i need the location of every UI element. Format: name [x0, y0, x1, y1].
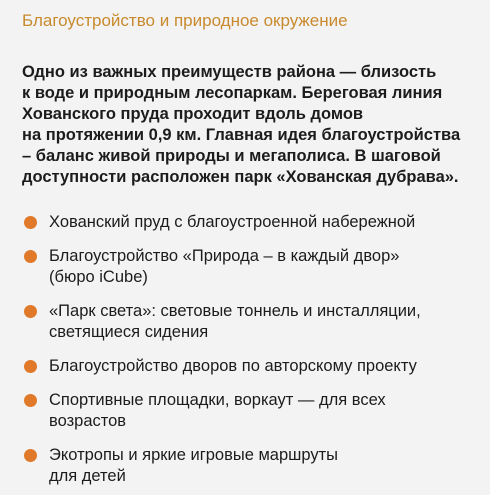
list-item-text: светящиеся сидения [49, 323, 209, 341]
list-item [22, 246, 476, 288]
page-title: Благоустройство и природное окружение [22, 11, 348, 30]
bullet-dot-icon [24, 449, 37, 462]
bullet-dot-icon [24, 305, 37, 318]
list-item [22, 390, 476, 432]
list-item [22, 212, 476, 233]
list-item-text: Спортивные площадки, воркаут — для всех [49, 391, 386, 409]
list-item-text: для детей [49, 467, 126, 485]
intro-line: – баланс живой природы и мегаполиса. В шаговой [22, 147, 441, 165]
bullet-dot-icon [24, 250, 37, 263]
list-item-text: Хованский пруд с благоустроенной набережной [49, 213, 416, 231]
list-item-text: Экотропы и яркие игровые маршруты [49, 446, 339, 464]
intro-line: на протяжении 0,9 км. Главная идея благоустройства [22, 126, 461, 144]
intro-line: к воде и природным лесопаркам. Береговая линия [22, 84, 443, 102]
intro-line: Одно из важных преимуществ района — близость [22, 63, 437, 81]
intro-line: доступности расположен парк «Хованская дубрава». [22, 168, 459, 186]
list-item-text: «Парк света»: световые тоннель и инсталляции, [49, 302, 421, 320]
feature-list [22, 212, 476, 487]
bullet-dot-icon [24, 360, 37, 373]
list-item-text: Благоустройство «Природа – в каждый двор» [49, 247, 400, 265]
list-item-text: возрастов [49, 412, 127, 430]
intro-paragraph [22, 62, 476, 188]
list-item [22, 356, 476, 377]
bullet-dot-icon [24, 216, 37, 229]
list-item-text: (бюро iCube) [49, 268, 148, 286]
intro-line: Хованского пруда проходит вдоль домов [22, 105, 364, 123]
list-item [22, 445, 476, 487]
list-item-text: Благоустройство дворов по авторскому проекту [49, 357, 417, 375]
list-item [22, 301, 476, 343]
bullet-dot-icon [24, 394, 37, 407]
